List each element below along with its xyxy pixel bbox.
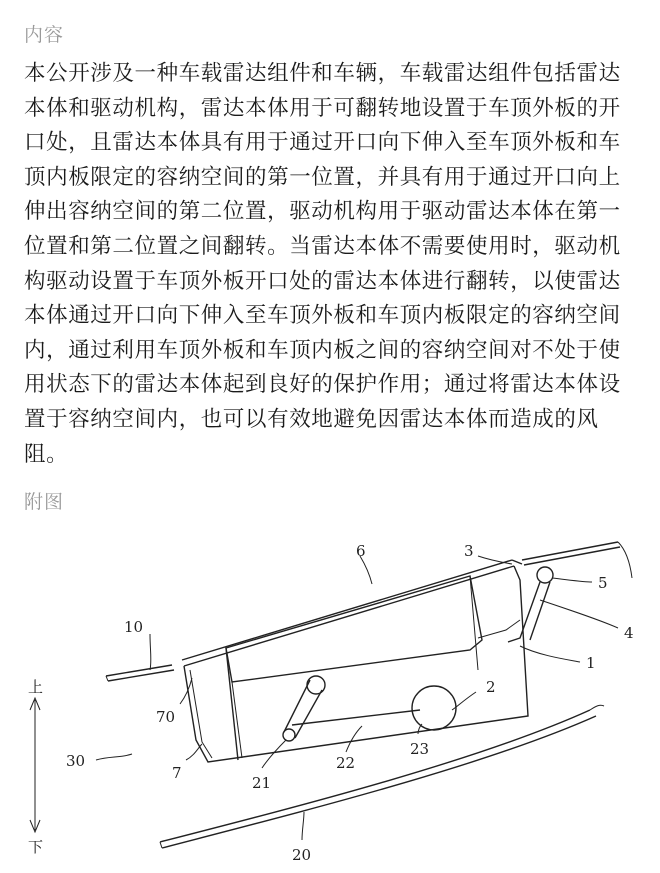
radar-top-cover <box>182 560 522 666</box>
label-6: 6 <box>356 542 366 560</box>
label-70: 70 <box>156 708 176 726</box>
label-1: 1 <box>586 654 596 672</box>
label-30: 30 <box>66 752 86 770</box>
leader-lines <box>96 556 618 840</box>
roof-outer-panel-right <box>522 542 632 578</box>
patent-drawing <box>0 520 660 869</box>
label-22: 22 <box>336 754 356 772</box>
abstract-paragraph: 本公开涉及一种车载雷达组件和车辆，车载雷达组件包括雷达本体和驱动机构，雷达本体用于可翻转地设置于车顶外板的开口处，且雷达本体具有用于通过开口向下伸入至车顶外板和车顶内板限定的容纳空间的第一位置，并具有用于通过开口向上伸出容纳空间的第二位置，驱动机构用于驱动雷达本体在第一位置和第二位置之间翻转。当雷达本体不需要使用时，驱动机构驱动设置于车顶外板开口处的雷达本体进行翻转，以使雷达本体通过开口向下伸入至车顶外板和车顶内板限定的容纳空间内，通过利用车顶外板和车顶内板之间的容纳空间对不处于使用状态下的雷达本体起到良好的保护作用；通过将雷达本体设置于容纳空间内，也可以有效地避免因雷达本体而造成的风阻。 <box>24 61 621 467</box>
patent-drawing-svg <box>0 520 660 869</box>
roof-outer-panel-left <box>106 665 174 681</box>
drive-mechanism <box>283 676 456 741</box>
label-down: 下 <box>28 838 44 856</box>
label-4: 4 <box>624 624 634 642</box>
pivot-linkage <box>508 567 553 642</box>
label-20: 20 <box>292 846 312 864</box>
figure-heading: 附图 <box>24 491 65 513</box>
roof-inner-panel <box>160 705 604 848</box>
label-21: 21 <box>252 774 272 792</box>
label-10: 10 <box>124 618 144 636</box>
label-up: 上 <box>28 678 44 696</box>
label-5: 5 <box>598 574 608 592</box>
label-3: 3 <box>464 542 474 560</box>
label-7: 7 <box>172 764 182 782</box>
label-2: 2 <box>486 678 496 696</box>
content-heading: 内容 <box>24 24 65 46</box>
label-23: 23 <box>410 740 430 758</box>
up-down-arrow <box>30 698 40 832</box>
